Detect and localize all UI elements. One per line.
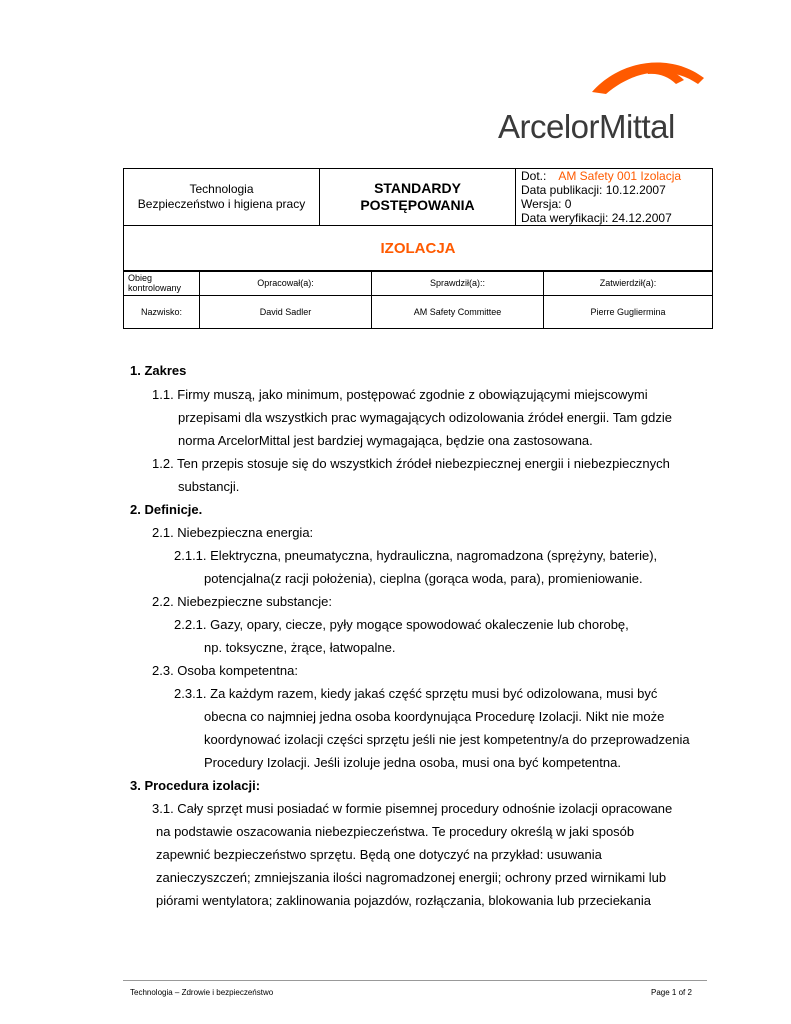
paragraph-line: norma ArcelorMittal jest bardziej wymagająca, będzie ona zastosowana.	[178, 433, 593, 448]
page-number: Page 1 of 2	[651, 988, 692, 997]
paragraph-line: np. toksyczne, żrące, łatwopalne.	[204, 640, 396, 655]
section-3-heading: 3. Procedura izolacji:	[130, 778, 261, 793]
document-header-table	[123, 168, 713, 272]
prepared-name: David Sadler	[200, 296, 372, 329]
section-1-heading: 1. Zakres	[130, 363, 187, 378]
paragraph-line: 3.1. Cały sprzęt musi posiadać w formie pisemnej procedury odnośnie izolacji opracowane	[152, 801, 673, 816]
paragraph-line: obecna co najmniej jedna osoba koordynująca Procedurę Izolacji. Nikt nie może	[204, 709, 665, 724]
paragraph-line: 2.2. Niebezpieczne substancje:	[152, 594, 332, 609]
dot-label: Dot.:	[521, 169, 547, 183]
paragraph-line: 2.3. Osoba kompetentna:	[152, 663, 298, 678]
doc-meta-cell	[516, 169, 713, 226]
checked-name: AM Safety Committee	[372, 296, 544, 329]
logo-swoosh-icon	[590, 52, 708, 110]
doc-type-cell	[320, 169, 516, 226]
checked-label: Sprawdził(a)::	[372, 271, 544, 296]
company-logo	[498, 52, 710, 144]
paragraph-line: Procedury Izolacji. Jeśli izoluje jedna osoba, musi ona być kompetentna.	[204, 755, 621, 770]
paragraph-line: piórami wentylatora; zaklinowania pojazdów, rozłączania, blokowania lub przeciekania	[156, 893, 651, 908]
footer-left: Technologia – Zdrowie i bezpieczeństwo	[130, 988, 274, 997]
document-title: IZOLACJA	[124, 226, 713, 272]
department-cell	[124, 169, 320, 226]
department-line1: Technologia	[189, 182, 254, 196]
doc-type-line1: STANDARDY	[374, 180, 461, 196]
paragraph-line: na podstawie oszacowania niebezpieczeństwa. Te procedury określą w jaki sposób	[156, 824, 635, 839]
paragraph-line: 2.2.1. Gazy, opary, ciecze, pyły mogące spowodować okaleczenie lub chorobę,	[174, 617, 629, 632]
department-line2: Bezpieczeństwo i higiena pracy	[137, 197, 306, 211]
paragraph-line: 2.1.1. Elektryczna, pneumatyczna, hydrauliczna, nagromadzona (sprężyny, baterie),	[174, 548, 658, 563]
obieg-line2: kontrolowany	[128, 283, 182, 293]
obieg-line1: Obieg	[128, 273, 153, 283]
paragraph-line: 1.1. Firmy muszą, jako minimum, postępować zgodnie z obowiązującymi miejscowymi	[152, 387, 648, 402]
dot-value: AM Safety 001 Izolacja	[558, 169, 682, 183]
approved-label: Zatwierdził(a):	[544, 271, 713, 296]
publication-date: Data publikacji: 10.12.2007	[521, 183, 666, 197]
approved-name: Pierre Gugliermina	[544, 296, 713, 329]
paragraph-line: 1.2. Ten przepis stosuje się do wszystkich źródeł niebezpiecznej energii i niebezpiecznych	[152, 456, 670, 471]
footer-divider	[123, 980, 707, 981]
paragraph-line: zapewnić bezpieczeństwo sprzętu. Będą one dotyczyć na przykład: usuwania	[156, 847, 602, 862]
verification-date: Data weryfikacji: 24.12.2007	[521, 211, 672, 225]
name-label: Nazwisko:	[124, 296, 200, 329]
version: Wersja: 0	[521, 197, 572, 211]
paragraph-line: 2.3.1. Za każdym razem, kiedy jakaś część sprzętu musi być odizolowana, musi być	[174, 686, 658, 701]
doc-type-line2: POSTĘPOWANIA	[360, 197, 475, 213]
obieg-label	[124, 271, 200, 296]
paragraph-line: przepisami dla wszystkich prac wymagających odizolowania źródeł energii. Tam gdzie	[178, 410, 672, 425]
logo-wordmark: ArcelorMittal	[498, 108, 675, 145]
paragraph-line: zanieczyszczeń; zmniejszania ilości nagromadzonej energii; ochrony przed wirnikami lub	[156, 870, 667, 885]
paragraph-line: potencjalna(z racji położenia), cieplna (gorąca woda, para), promieniowanie.	[204, 571, 643, 586]
signature-table	[123, 270, 713, 329]
section-2-heading: 2. Definicje.	[130, 502, 203, 517]
paragraph-line: 2.1. Niebezpieczna energia:	[152, 525, 314, 540]
prepared-label: Opracował(a):	[200, 271, 372, 296]
paragraph-line: substancji.	[178, 479, 240, 494]
paragraph-line: koordynować izolacji części sprzętu jeśli nie jest kompetentny/a do przeprowadzenia	[204, 732, 690, 747]
